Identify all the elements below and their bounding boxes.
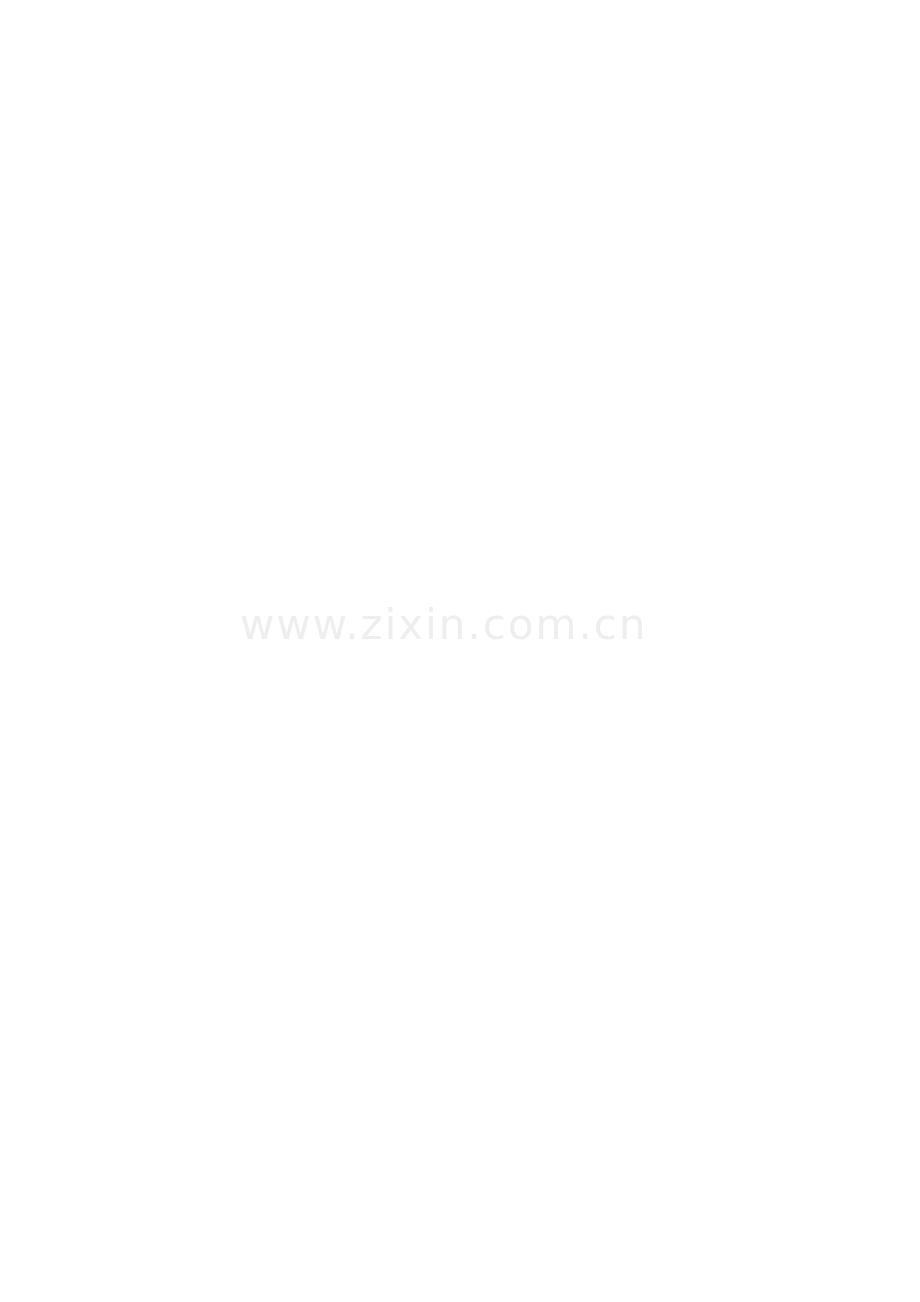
paragraph-1 — [138, 118, 794, 205]
paragraph-2 — [138, 205, 794, 727]
paragraph-3 — [138, 727, 794, 1162]
watermark: www.zixin.com.cn — [240, 600, 648, 649]
document-body — [138, 118, 794, 1162]
